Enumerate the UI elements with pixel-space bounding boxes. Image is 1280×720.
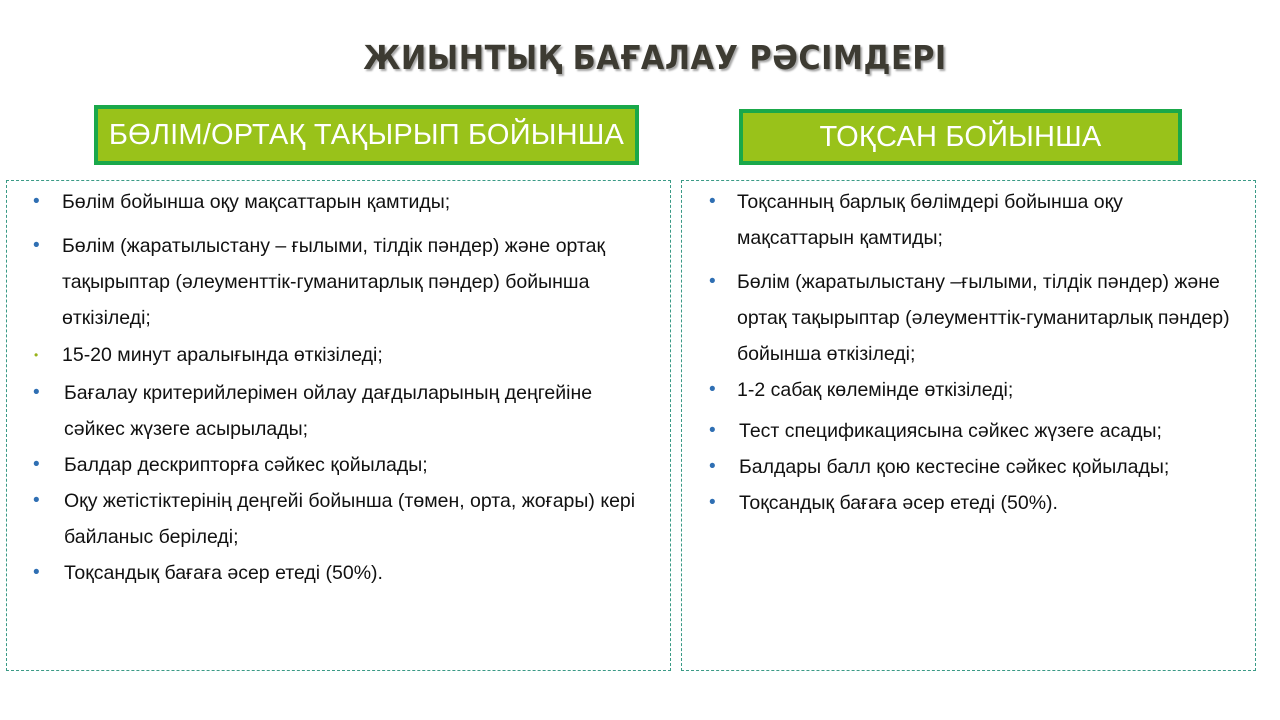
left-list-item-4: Бағалау критерийлерімен ойлау дағдыларының деңгейіне сәйкес жүзеге асырылады; (64, 382, 593, 440)
left-list-item-3: 15-20 минут аралығында өткізіледі; (62, 344, 383, 366)
right-column-header-label: ТОҚСАН БОЙЫНША (819, 120, 1102, 153)
right-list-item-6: Тоқсандық бағаға әсер етеді (50%). (739, 492, 1058, 514)
bullet-icon: • (33, 454, 40, 475)
slide-title: ЖИЫНТЫҚ БАҒАЛАУ РӘСІМДЕРІ (363, 38, 947, 77)
bullet-icon: • (34, 348, 39, 362)
bullet-icon: • (709, 492, 716, 513)
left-list-item-2: Бөлім (жаратылыстану – ғылыми, тілдік пәндер) және ортақ тақырыптар (әлеументтік-гуманитарлық пәндер) бойынша өткізіледі; (62, 235, 606, 329)
bullet-icon: • (709, 420, 716, 441)
right-list-item-3: 1-2 сабақ көлемінде өткізіледі; (737, 379, 1014, 401)
bullet-icon: • (709, 456, 716, 477)
bullet-icon: • (709, 191, 716, 212)
left-column-header (94, 105, 639, 165)
left-list-item-7: Тоқсандық бағаға әсер етеді (50%). (64, 562, 383, 584)
right-list-item-1: Тоқсанның барлық бөлімдері бойынша оқу мақсаттарын қамтиды; (737, 191, 1123, 249)
right-list-item-5: Балдары балл қою кестесіне сәйкес қойылады; (739, 456, 1170, 478)
left-list-item-6: Оқу жетістіктерінің деңгейі бойынша (төмен, орта, жоғары) кері байланыс беріледі; (64, 490, 636, 548)
bullet-icon: • (33, 382, 40, 403)
left-column-header-label: БӨЛІМ/ОРТАҚ ТАҚЫРЫП БОЙЫНША (108, 118, 625, 151)
right-list-item-2: Бөлім (жаратылыстану –ғылыми, тілдік пәндер) және ортақ тақырыптар (әлеументтік-гуманитарлық пәндер) бойынша өткізіледі; (737, 271, 1230, 365)
bullet-icon: • (33, 562, 40, 583)
right-list-item-4: Тест спецификациясына сәйкес жүзеге асады; (739, 420, 1162, 442)
bullet-icon: • (33, 191, 40, 212)
bullet-icon: • (33, 490, 40, 511)
left-list-item-1: Бөлім бойынша оқу мақсаттарын қамтиды; (62, 191, 451, 213)
right-column-header (739, 109, 1182, 165)
bullet-icon: • (33, 235, 40, 256)
bullet-icon: • (709, 271, 716, 292)
bullet-icon: • (709, 379, 716, 400)
left-list-item-5: Балдар дескрипторға сәйкес қойылады; (64, 454, 428, 476)
